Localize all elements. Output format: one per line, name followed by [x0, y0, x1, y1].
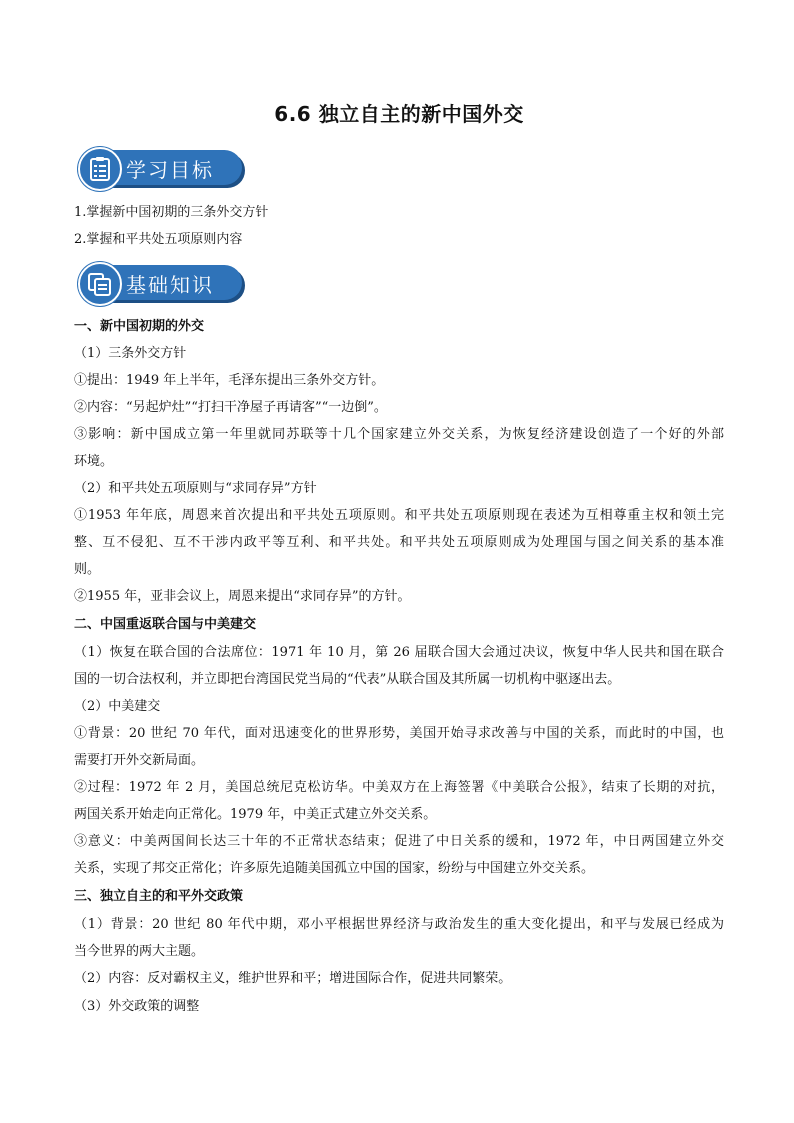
body-line: ③影响：新中国成立第一年里就同苏联等十几个国家建立外交关系，为恢复经济建设创造了一个好的外部: [74, 427, 724, 442]
documents-icon: [78, 262, 122, 306]
body-line: （1）恢复在联合国的合法席位：1971 年 10 月，第 26 届联合国大会通过决议，恢复中华人民共和国在联合: [74, 645, 724, 660]
body-line: ①1953 年年底，周恩来首次提出和平共处五项原则。和平共处五项原则现在表述为互相尊重主权和领土完: [74, 508, 724, 523]
body-line: （1）三条外交方针: [74, 346, 187, 361]
body-line: （3）外交政策的调整: [74, 999, 200, 1014]
body-line: （2）内容：反对霸权主义，维护世界和平；增进国际合作，促进共同繁荣。: [74, 971, 512, 986]
objective-item: 1.掌握新中国初期的三条外交方针: [74, 205, 269, 220]
page-title: 6.6 独立自主的新中国外交: [274, 102, 524, 126]
banner-label: 基础知识: [126, 273, 214, 297]
body-line: ①提出：1949 年上半年，毛泽东提出三条外交方针。: [74, 373, 385, 388]
objective-item: 2.掌握和平共处五项原则内容: [74, 232, 243, 247]
section-heading: 二、中国重返联合国与中美建交: [74, 617, 257, 632]
banner-label: 学习目标: [126, 158, 214, 182]
body-line: （1）背景：20 世纪 80 年代中期，邓小平根据世界经济与政治发生的重大变化提出，和平与发展已经成为: [74, 917, 724, 932]
section-banner-objectives: [78, 148, 248, 188]
body-line: ②内容：“另起炉灶”“打扫干净屋子再请客”“一边倒”。: [74, 400, 387, 415]
body-line: ③意义：中美两国间长达三十年的不正常状态结束；促进了中日关系的缓和，1972 年，中日两国建立外交: [74, 834, 724, 849]
body-line: ①背景：20 世纪 70 年代，面对迅速变化的世界形势，美国开始寻求改善与中国的关系，而此时的中国，也: [74, 726, 724, 741]
body-line: 则。: [74, 562, 101, 577]
section-heading: 一、新中国初期的外交: [74, 319, 205, 334]
body-line: 两国关系开始走向正常化。1979 年，中美正式建立外交关系。: [74, 807, 437, 822]
body-line: 国的一切合法权利，并立即把台湾国民党当局的“代表”从联合国及其所属一切机构中驱逐出去。: [74, 672, 621, 687]
section-banner-knowledge: [78, 263, 248, 303]
body-line: 当今世界的两大主题。: [74, 944, 205, 959]
body-line: 需要打开外交新局面。: [74, 753, 205, 768]
body-line: 环境。: [74, 454, 114, 469]
body-line: ②过程：1972 年 2 月，美国总统尼克松访华。中美双方在上海签署《中美联合公报》，结束了长期的对抗，: [74, 780, 724, 795]
body-line: （2）中美建交: [74, 699, 161, 714]
section-heading: 三、独立自主的和平外交政策: [74, 889, 244, 904]
clipboard-icon: [78, 147, 122, 191]
body-line: 关系，实现了邦交正常化；许多原先追随美国孤立中国的国家，纷纷与中国建立外交关系。: [74, 861, 595, 876]
body-line: ②1955 年，亚非会议上，周恩来提出“求同存异”的方针。: [74, 589, 411, 604]
body-line: 整、互不侵犯、互不干涉内政平等互利、和平共处。和平共处五项原则成为处理国与国之间关系的基本准: [74, 535, 724, 550]
body-line: （2）和平共处五项原则与“求同存异”方针: [74, 481, 317, 496]
